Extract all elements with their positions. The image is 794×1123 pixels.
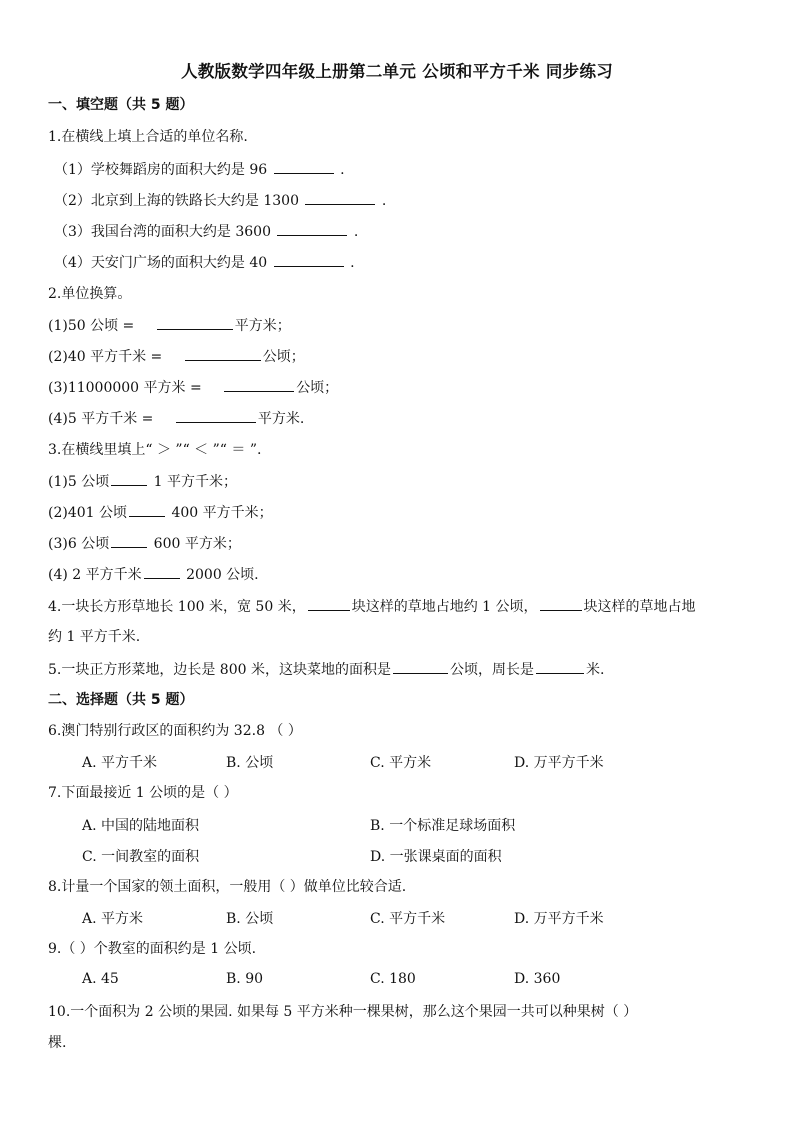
q4-line-2: 约 1 平方千米.: [48, 629, 141, 645]
page-title: 人教版数学四年级上册第二单元 公顷和平方千米 同步练习: [180, 62, 614, 81]
q1-item-2-blank[interactable]: [305, 190, 375, 205]
q3-item-1: [48, 471, 748, 491]
q5-text-c: 米.: [585, 662, 605, 678]
q3-item-3-text: (3)6 公顷: [48, 536, 110, 552]
section-fill-heading: 一、填空题（共 5 题）: [48, 97, 194, 113]
section-choice-heading: 二、选择题（共 5 题）: [48, 692, 194, 708]
q1-item-4-blank[interactable]: [274, 252, 344, 267]
q2-item-2-text: (2)40 平方千米 =: [48, 349, 163, 365]
q2-item-1-text: (1)50 公顷 =: [48, 318, 135, 334]
q7-option-a[interactable]: A. 中国的陆地面积: [82, 818, 200, 834]
q7-option-d[interactable]: D. 一张课桌面的面积: [370, 849, 502, 865]
q8-option-a[interactable]: A. 平方米: [82, 911, 144, 927]
q4-line-1: [48, 596, 748, 616]
q5-line: [48, 659, 748, 679]
q2-item-3: [48, 377, 748, 397]
q1-stem: 1.在横线上填上合适的单位名称.: [48, 129, 248, 145]
q1-item-2-end: .: [381, 193, 387, 209]
q3-item-4-text: (4) 2 平方千米: [48, 567, 142, 583]
q1-item-2-text: （2）北京到上海的铁路长大约是 1300: [54, 193, 299, 209]
q2-item-1: [48, 315, 748, 335]
q2-item-4-text: (4)5 平方千米 =: [48, 411, 154, 427]
q10-line-2: 棵.: [48, 1035, 67, 1051]
q2-item-3-text: (3)11000000 平方米 =: [48, 380, 202, 396]
q2-item-1-unit: 平方米；: [234, 318, 291, 334]
q2-item-3-blank[interactable]: [224, 377, 294, 392]
q5-text-a: 5.一块正方形菜地，边长是 800 米，这块菜地的面积是: [48, 662, 391, 678]
q8-option-d[interactable]: D. 万平方千米: [514, 911, 604, 927]
q10-line-1: 10.一个面积为 2 公顷的果园. 如果每 5 平方米种一棵果树，那么这个果园一共可以种果树（ ）: [48, 1004, 638, 1020]
q4-text-b: 块这样的草地占地约 1 公顷，: [351, 599, 538, 615]
q3-item-2: [48, 502, 748, 522]
q6-option-c[interactable]: C. 平方米: [370, 755, 432, 771]
q1-item-3-end: .: [353, 224, 359, 240]
q4-text-a: 4.一块长方形草地长 100 米，宽 50 米，: [48, 599, 306, 615]
q9-option-a[interactable]: A. 45: [82, 971, 119, 987]
q1-item-3-text: （3）我国台湾的面积大约是 3600: [54, 224, 271, 240]
q3-item-1-end: 1 平方千米；: [153, 474, 238, 490]
q3-item-4-end: 2000 公顷.: [186, 567, 259, 583]
q1-item-4-text: （4）天安门广场的面积大约是 40: [54, 255, 268, 271]
q2-item-4-blank[interactable]: [176, 408, 256, 423]
q3-item-2-blank[interactable]: [129, 502, 165, 517]
q4-text-c: 块这样的草地占地: [583, 599, 696, 615]
q7-option-b[interactable]: B. 一个标准足球场面积: [370, 818, 516, 834]
q8-stem: 8.计量一个国家的领土面积，一般用（ ）做单位比较合适.: [48, 879, 407, 895]
q2-item-2-blank[interactable]: [185, 346, 261, 361]
q3-item-4: [48, 564, 748, 584]
q1-item-3-blank[interactable]: [277, 221, 347, 236]
q5-blank-1[interactable]: [393, 659, 448, 674]
q1-item-1-blank[interactable]: [274, 159, 334, 174]
q3-stem: 3.在横线里填上“ ＞ ”“ ＜ ”“ ＝ ”.: [48, 442, 262, 458]
q6-option-d[interactable]: D. 万平方千米: [514, 755, 604, 771]
q3-item-4-blank[interactable]: [144, 564, 180, 579]
q2-item-1-blank[interactable]: [157, 315, 233, 330]
q6-option-b[interactable]: B. 公顷: [226, 755, 274, 771]
q8-option-c[interactable]: C. 平方千米: [370, 911, 446, 927]
q1-item-3: [54, 221, 754, 241]
q2-item-4-unit: 平方米.: [257, 411, 305, 427]
q4-blank-2[interactable]: [540, 596, 582, 611]
q2-item-4: [48, 408, 748, 428]
q9-option-c[interactable]: C. 180: [370, 971, 416, 987]
q2-item-2: [48, 346, 748, 366]
q1-item-1-end: .: [340, 162, 345, 178]
q1-item-4: [54, 252, 754, 272]
q3-item-2-end: 400 平方千米；: [171, 505, 273, 521]
q7-option-c[interactable]: C. 一间教室的面积: [82, 849, 200, 865]
q4-blank-1[interactable]: [308, 596, 350, 611]
q3-item-3-blank[interactable]: [111, 533, 147, 548]
q1-item-1-text: （1）学校舞蹈房的面积大约是 96: [54, 162, 268, 178]
q3-item-1-text: (1)5 公顷: [48, 474, 110, 490]
q9-stem: 9.（ ）个教室的面积约是 1 公顷.: [48, 941, 257, 957]
q3-item-3: [48, 533, 748, 553]
q1-item-1: [54, 159, 754, 179]
q6-stem: 6.澳门特别行政区的面积约为 32.8 （ ）: [48, 723, 302, 739]
q3-item-3-end: 600 平方米；: [153, 536, 241, 552]
q3-item-1-blank[interactable]: [111, 471, 147, 486]
q3-item-2-text: (2)401 公顷: [48, 505, 128, 521]
q5-blank-2[interactable]: [536, 659, 584, 674]
q9-option-b[interactable]: B. 90: [226, 971, 264, 987]
q2-item-2-unit: 公顷；: [262, 349, 305, 365]
q7-stem: 7.下面最接近 1 公顷的是（ ）: [48, 785, 238, 801]
q2-stem: 2.单位换算。: [48, 286, 132, 302]
q1-item-4-end: .: [350, 255, 355, 271]
q5-text-b: 公顷，周长是: [449, 662, 534, 678]
q9-option-d[interactable]: D. 360: [514, 971, 561, 987]
q8-option-b[interactable]: B. 公顷: [226, 911, 274, 927]
q2-item-3-unit: 公顷；: [296, 380, 339, 396]
q6-option-a[interactable]: A. 平方千米: [82, 755, 158, 771]
q1-item-2: [54, 190, 754, 210]
